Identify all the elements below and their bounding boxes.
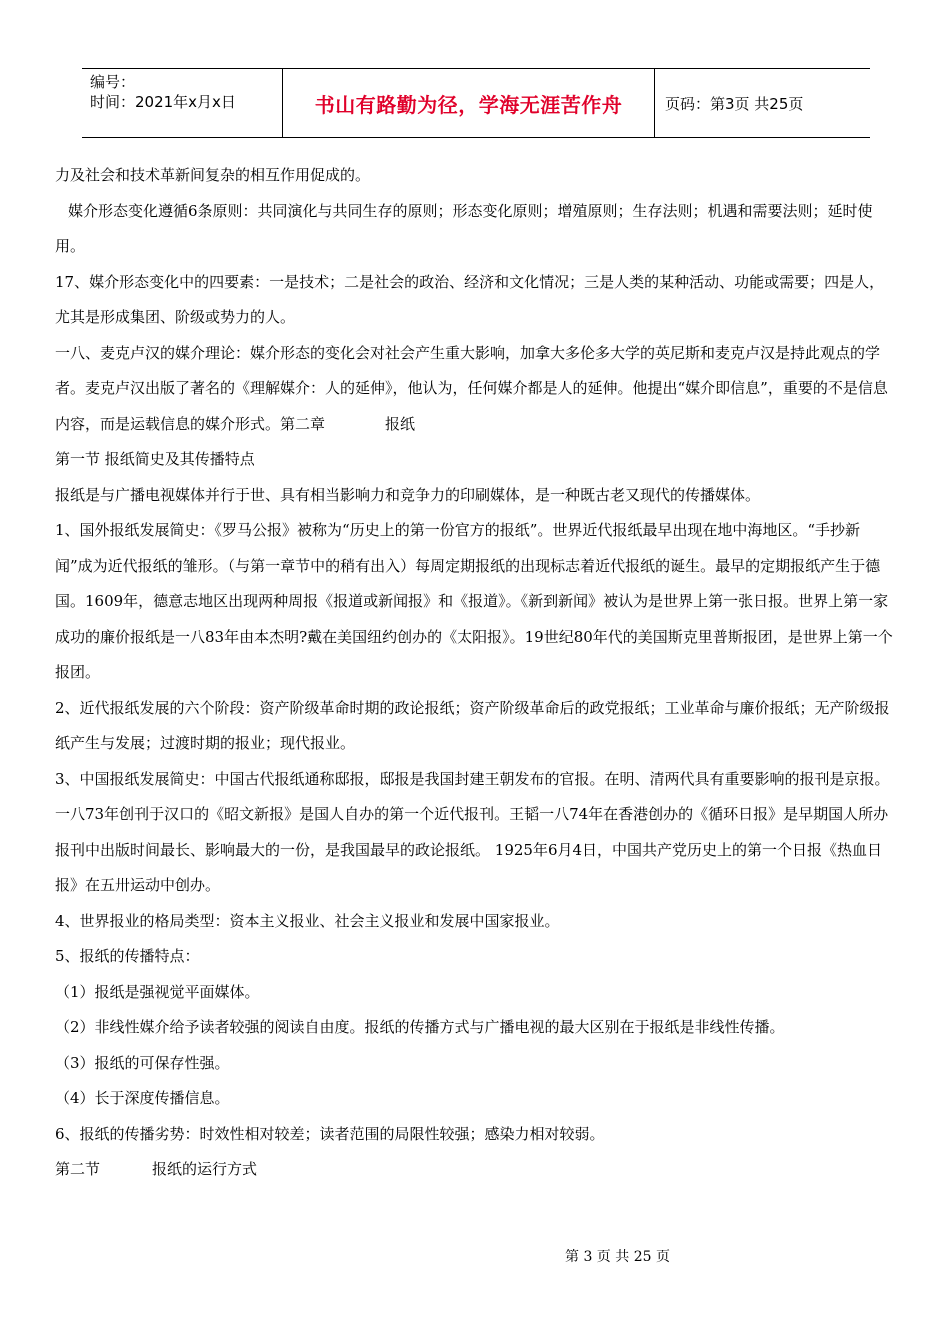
page-footer: 第 3 页 共 25 页 [565, 1249, 670, 1265]
list-item: （1）报纸是强视觉平面媒体。 [55, 982, 260, 1001]
paragraph: 2、近代报纸发展的六个阶段：资产阶级革命时期的政论报纸；资产阶级革命后的政党报纸；工业革命与廉价报纸；无产阶级报纸产生与发展；过渡时期的报业；现代报业。 [55, 698, 890, 752]
section-title: 报纸的运行方式 [152, 1160, 258, 1178]
paragraph: 17、媒介形态变化中的四要素：一是技术；二是社会的政治、经济和文化情况；三是人类的某种活动、功能或需要；四是人，尤其是形成集团、阶级或势力的人。 [55, 272, 885, 326]
list-item: （4）长于深度传播信息。 [55, 1089, 230, 1107]
paragraph: 4、世界报业的格局类型：资本主义报业、社会主义报业和发展中国家报业。 [55, 911, 560, 930]
paragraph: 力及社会和技术革新间复杂的相互作用促成的。 [55, 166, 371, 184]
paragraph: 1、国外报纸发展简史：《罗马公报》被称为“历史上的第一份官方的报纸”。世界近代报纸最早出现在地中海地区。“手抄新闻”成为近代报纸的雏形。（与第一章节中的稍有出入）每周定期报纸的出现标志着近代报纸的诞生。最早的定期报纸产生于德国。1609年，德意志地区出现两种周报《报道或新闻报》和《报道》。《新到新闻》被认为是世界上第一张日报。世界上第一家成功的廉价报纸是一八83年由本杰明?戴在美国纽约创办的《太阳报》。19世纪80年代的美国斯克里普斯报团，是世界上第一个报团。 [55, 521, 893, 681]
paragraph: 媒介形态变化遵循6条原则：共同演化与共同生存的原则；形态变化原则；增殖原则；生存法则；机遇和需要法则；延时使用。 [55, 201, 873, 255]
header-motto: 书山有路勤为径，学海无涯苦作舟 [282, 69, 655, 137]
header-page-label: 页码：第3页 共25页 [665, 94, 804, 113]
paragraph: 6、报纸的传播劣势：时效性相对较差；读者范围的局限性较强；感染力相对较弱。 [55, 1124, 605, 1143]
document-date-label: 时间：2021年x月x日 [90, 93, 236, 111]
paragraph: 报纸是与广播电视媒体并行于世、具有相当影响力和竞争力的印刷媒体，是一种既古老又现代的传播媒体。 [55, 485, 761, 504]
paragraph-text: 一八、麦克卢汉的媒介理论：媒介形态的变化会对社会产生重大影响，加拿大多伦多大学的英尼斯和麦克卢汉是持此观点的学者。麦克卢汉出版了著名的《理解媒介：人的延伸》，他认为，任何媒介都是人的延伸。他提出“媒介即信息”，重要的不是信息内容，而是运载信息的媒介形式。第二章 [55, 343, 888, 433]
document-code-label: 编号： [90, 73, 136, 91]
paragraph: 3、中国报纸发展简史：中国古代报纸通称邸报，邸报是我国封建王朝发布的官报。在明、清两代具有重要影响的报刊是京报。一八73年创刊于汉口的《昭文新报》是国人自办的第一个近代报刊。王韬一八74年在香港创办的《循环日报》是早期国人所办报刊中出版时间最长、影响最大的一份，是我国最早的政论报纸。 1925年6月4日，中国共产党历史上的第一个日报《热血日报》在五卅运动中创办。 [55, 769, 890, 894]
section-heading: 第一节 报纸简史及其传播特点 [55, 450, 255, 468]
paragraph: 5、报纸的传播特点： [55, 947, 200, 965]
section-heading [55, 1152, 895, 1188]
list-item: （2）非线性媒介给予读者较强的阅读自由度。报纸的传播方式与广播电视的最大区别在于报纸是非线性传播。 [55, 1018, 785, 1036]
header-meta [82, 69, 282, 137]
document-body [55, 158, 895, 1188]
list-item: （3）报纸的可保存性强。 [55, 1053, 230, 1072]
chapter-title: 报纸 [385, 414, 416, 433]
page-header [82, 68, 870, 138]
paragraph [55, 336, 895, 443]
section-label: 第二节 [55, 1160, 101, 1178]
